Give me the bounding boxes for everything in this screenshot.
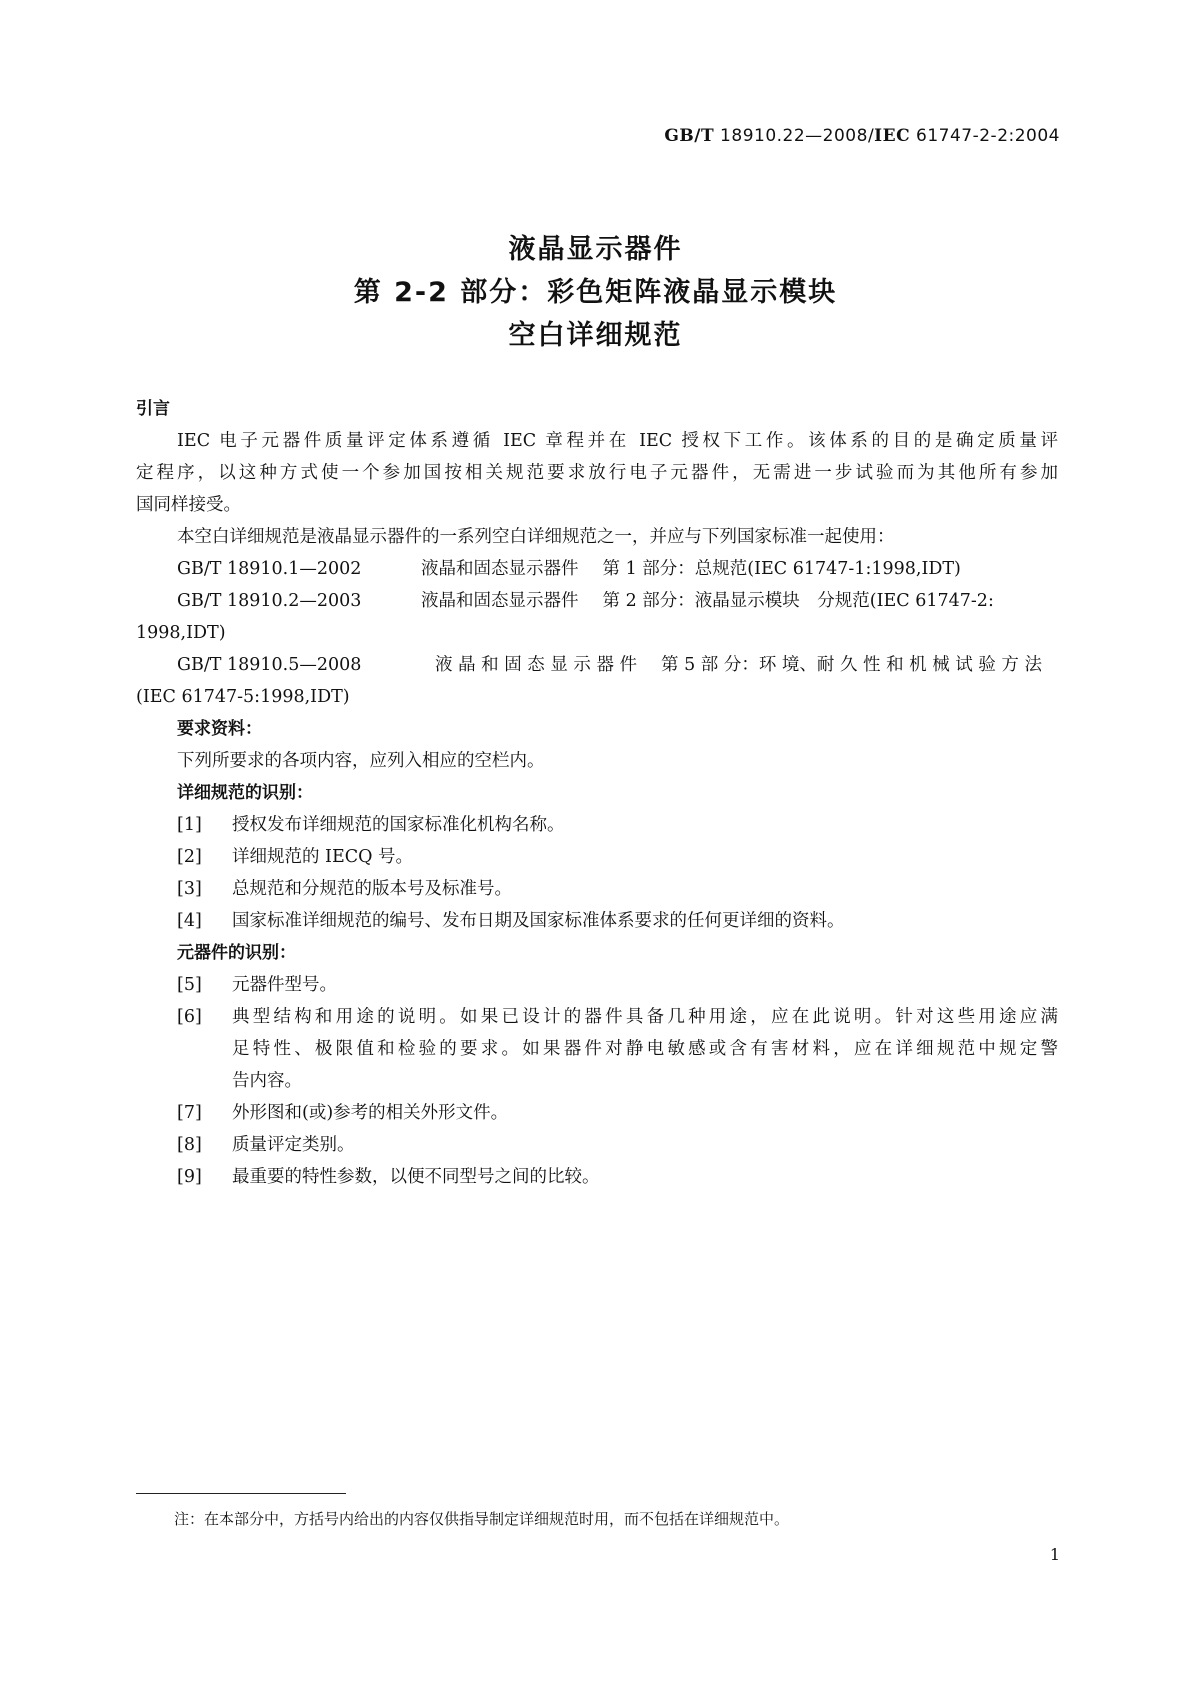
list-item-continued — [136, 1033, 1058, 1065]
intro-heading: 引言 — [136, 399, 170, 419]
list-item — [136, 809, 1058, 841]
standard-name: 液晶和固态显示器件 — [421, 559, 579, 579]
item-text-line-2: 足特性、极限值和检验的要求。如果器件对静电敏感或含有害材料，应在详细规范中规定警 — [232, 1039, 1058, 1059]
list-item-continued — [136, 1065, 1058, 1097]
standard-part: 第 2 部分：液晶显示模块 分规范(IEC 61747-2: — [602, 591, 994, 611]
item-number: [2] — [177, 847, 202, 867]
page-number: 1 — [1049, 1545, 1060, 1564]
item-number: [6] — [177, 1007, 202, 1027]
standard-code: GB/T 18910.5—2008 — [177, 655, 362, 675]
standard-ref-2-continued: 1998,IDT) — [136, 623, 226, 643]
list-item — [136, 873, 1058, 905]
title-line-3: 空白详细规范 — [508, 320, 683, 351]
item-text-line-1: 典型结构和用途的说明。如果已设计的器件具备几种用途，应在此说明。针对这些用途应满 — [232, 1007, 1058, 1027]
item-text-line-3: 告内容。 — [232, 1071, 302, 1091]
title-line-1: 液晶显示器件 — [508, 234, 683, 265]
document-title — [0, 228, 1191, 357]
list-item — [136, 1097, 1058, 1129]
item-text: 总规范和分规范的版本号及标准号。 — [232, 879, 512, 899]
list-item — [136, 841, 1058, 873]
footnote: 注：在本部分中，方括号内给出的内容仅供指导制定详细规范时用，而不包括在详细规范中。 — [174, 1510, 790, 1528]
item-text: 质量评定类别。 — [232, 1135, 355, 1155]
intro-paragraph-1-line-2: 定程序，以这种方式使一个参加国按相关规范要求放行电子元器件，无需进一步试验而为其他所有参加 — [136, 463, 1058, 483]
iec-number: 61747-2-2:2004 — [910, 126, 1060, 146]
standard-part: 第 1 部分：总规范(IEC 61747-1:1998,IDT) — [602, 559, 961, 579]
body-text — [136, 393, 1058, 1193]
standard-ref-3 — [136, 649, 1058, 681]
required-info-heading: 要求资料： — [177, 719, 262, 739]
standard-name: 液晶和固态显示器件 — [421, 591, 579, 611]
list-item — [136, 1129, 1058, 1161]
standard-part: 第 5 部 分：环 境、耐 久 性 和 机 械 试 验 方 法 — [661, 655, 1042, 675]
list-item — [136, 1161, 1058, 1193]
item-text: 详细规范的 IECQ 号。 — [232, 847, 414, 867]
standard-code: GB/T 18910.1—2002 — [177, 559, 362, 579]
standard-code: GB/T 18910.2—2003 — [177, 591, 362, 611]
spec-id-heading: 详细规范的识别： — [177, 783, 313, 803]
item-number: [1] — [177, 815, 202, 835]
standard-code-header — [664, 126, 1060, 146]
item-text: 外形图和(或)参考的相关外形文件。 — [232, 1103, 509, 1123]
item-number: [8] — [177, 1135, 202, 1155]
standard-ref-3-continued: (IEC 61747-5:1998,IDT) — [136, 687, 350, 707]
standard-name: 液 晶 和 固 态 显 示 器 件 — [435, 655, 638, 675]
footnote-divider — [136, 1493, 346, 1494]
intro-paragraph-2: 本空白详细规范是液晶显示器件的一系列空白详细规范之一，并应与下列国家标准一起使用： — [177, 527, 895, 547]
intro-paragraph-1-line-3: 国同样接受。 — [136, 495, 241, 515]
list-item — [136, 969, 1058, 1001]
list-item — [136, 1001, 1058, 1033]
item-text: 元器件型号。 — [232, 975, 337, 995]
item-text: 授权发布详细规范的国家标准化机构名称。 — [232, 815, 565, 835]
component-id-heading: 元器件的识别： — [177, 943, 296, 963]
item-number: [9] — [177, 1167, 202, 1187]
item-number: [7] — [177, 1103, 202, 1123]
item-text: 国家标准详细规范的编号、发布日期及国家标准体系要求的任何更详细的资料。 — [232, 911, 845, 931]
item-number: [5] — [177, 975, 202, 995]
list-item — [136, 905, 1058, 937]
standard-ref-2 — [136, 585, 1058, 617]
item-number: [4] — [177, 911, 202, 931]
gbt-number: 18910.22—2008/ — [714, 126, 875, 146]
gbt-prefix: GB/T — [664, 126, 715, 146]
item-number: [3] — [177, 879, 202, 899]
title-line-2: 第 2-2 部分：彩色矩阵液晶显示模块 — [353, 277, 838, 308]
intro-paragraph-1-line-1: IEC 电子元器件质量评定体系遵循 IEC 章程并在 IEC 授权下工作。该体系的目的是确定质量评 — [177, 431, 1058, 451]
required-info-text: 下列所要求的各项内容，应列入相应的空栏内。 — [177, 751, 545, 771]
iec-prefix: IEC — [874, 126, 911, 146]
standard-ref-1 — [136, 553, 1058, 585]
item-text: 最重要的特性参数，以便不同型号之间的比较。 — [232, 1167, 600, 1187]
